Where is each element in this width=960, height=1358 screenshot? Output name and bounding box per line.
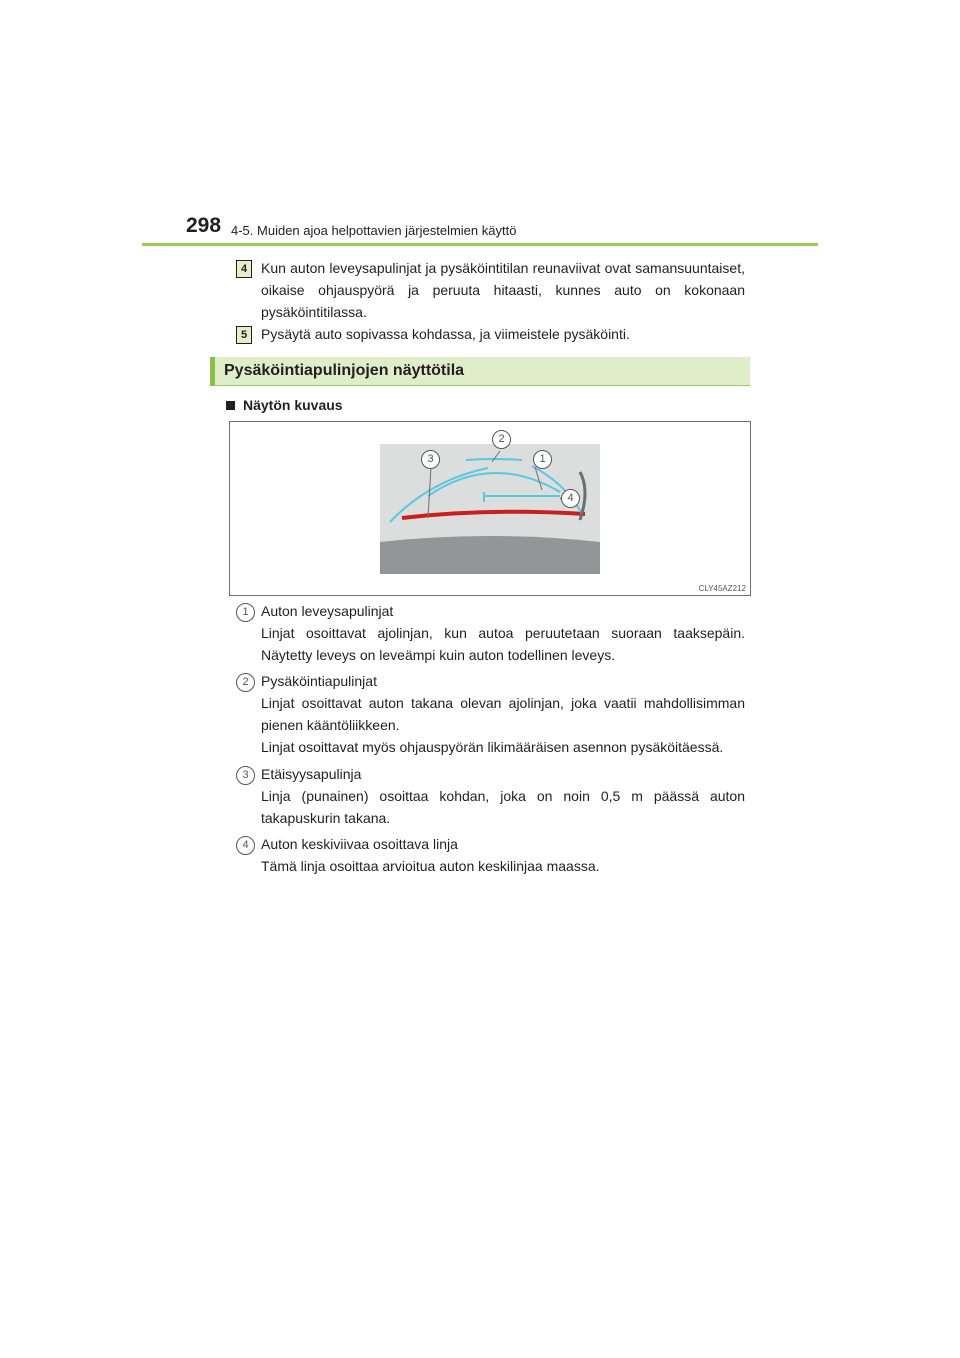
item-4-text: Tämä linja osoittaa arvioitua auton keskilinjaa maassa. (261, 858, 600, 874)
step-4-badge: 4 (236, 260, 252, 278)
camera-display-illustration (230, 422, 750, 595)
header-rule (142, 243, 818, 246)
section-title: Pysäköintiapulinjojen näyttötila (224, 362, 465, 379)
square-bullet-icon (226, 401, 235, 410)
figure-code: CLY45AZ212 (698, 584, 746, 593)
item-3-text: Linja (punainen) osoittaa kohdan, joka on noin 0,5 m päässä auton takapuskurin takana. (261, 788, 745, 826)
camera-display-figure (229, 421, 751, 596)
chapter-heading: 4-5. Muiden ajoa helpottavien järjestelmien käyttö (231, 223, 517, 238)
figure-callout-2: 2 (492, 430, 511, 449)
step-5-badge: 5 (236, 326, 252, 344)
rear-bumper (380, 536, 600, 574)
item-1-title: Auton leveysapulinjat (261, 603, 394, 619)
figure-callout-1: 1 (533, 450, 552, 469)
section-heading (210, 357, 750, 386)
subsection-heading (226, 396, 343, 414)
item-4-title: Auton keskiviivaa osoittava linja (261, 836, 458, 852)
step-5-text: Pysäytä auto sopivassa kohdassa, ja viimeistele pysäköinti. (261, 326, 630, 342)
section-accent-bar (210, 357, 215, 386)
subsection-title: Näytön kuvaus (243, 397, 343, 413)
page-number: 298 (186, 214, 222, 237)
item-4-number: 4 (236, 836, 255, 855)
item-2-title: Pysäköintiapulinjat (261, 673, 377, 689)
item-2-text-extra: Linjat osoittavat myös ohjauspyörän likimääräisen asennon pysäköitäessä. (261, 739, 724, 755)
step-4-text: Kun auton leveysapulinjat ja pysäköintitilan reunaviivat ovat samansuuntaiset, oikaise ohjauspyörä ja peruuta hitaasti, kunnes auto on kokonaan pysäköintitilassa. (261, 260, 745, 320)
item-2-text: Linjat osoittavat auton takana olevan ajolinjan, joka vaatii mahdollisimman pienen kääntöliikkeen. (261, 695, 745, 733)
item-2-number: 2 (236, 673, 255, 692)
figure-callout-4: 4 (561, 489, 580, 508)
item-3-title: Etäisyysapulinja (261, 766, 362, 782)
item-1-text: Linjat osoittavat ajolinjan, kun autoa peruutetaan suoraan taaksepäin. Näytetty leveys on leveämpi kuin auton todellinen leveys. (261, 625, 745, 663)
item-3-number: 3 (236, 766, 255, 785)
item-1-number: 1 (236, 603, 255, 622)
figure-callout-3: 3 (421, 450, 440, 469)
